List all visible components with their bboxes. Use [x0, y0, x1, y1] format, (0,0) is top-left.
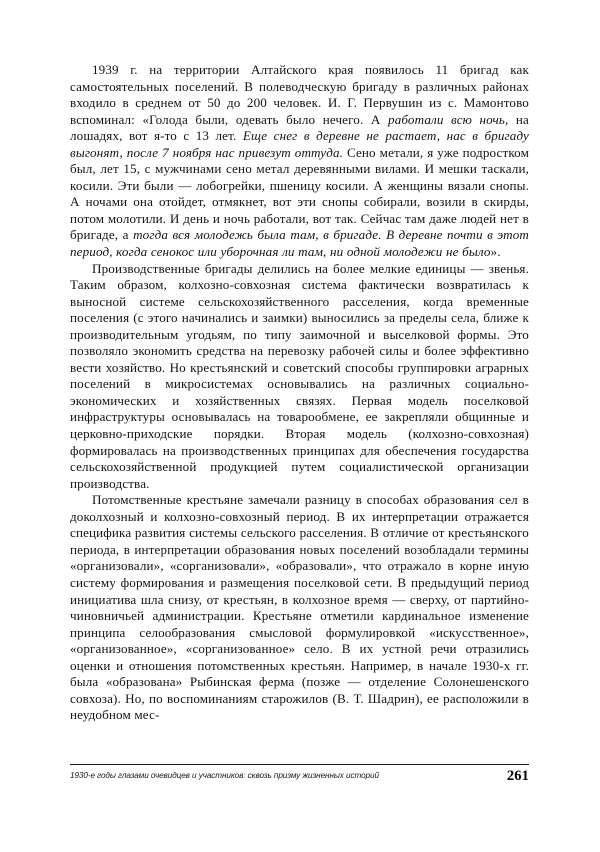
text-run: 1939 г. на территории Алтайского края появилось 11 бригад как самостоятельных поселений. В полеводческую бригаду в различных районах входило в среднем от 50 до 200 человек. И. Г. Первушин из с. Мамонтово вспоминал: «Голода были, одевать было нечего. А [70, 62, 529, 127]
page-number: 261 [506, 768, 529, 784]
page-text-block [70, 62, 529, 724]
text-run: на лошадях, вот я-то с 13 лет. [70, 111, 529, 144]
running-title: 1930-е годы глазами очевидцев и участников: сквозь призму жизненных историй [70, 770, 379, 780]
italic-quote-run: работали всю ночь, [388, 111, 509, 127]
text-run: Производственные бригады делились на более мелкие единицы — звенья. Таким образом, колхозно-совхозная система фактически возвратилась к выносной системе сельскохозяйственного расселения, когда временные поселения (с этого начинались и заимки) выносились за пределы села, ближе к производительным угодьям, по типу заимочной и выселковой формы. Это позволяло экономить средства на перевозку рабочей силы и более эффективно вести хозяйство. Но крестьянский и советский способы группировки аграрных поселений в микросистемах основывались на различных социально-экономических и хозяйственных связях. Первая модель поселковой инфраструктуры основывалась на товарообмене, ее закрепляли общинные и церковно-приходские порядки. Вторая модель (колхозно-совхозная) формировалась на производственных принципах для обеспечения государства сельскохозяйственной продукцией путем социалистической организации производства. [70, 260, 529, 491]
footer-divider [70, 764, 529, 765]
italic-quote-run: Еще снег в деревне не растает, нас в бригаду выгонят, после 7 ноября нас привезут оттуда. [70, 128, 529, 160]
body-paragraph [70, 492, 529, 724]
italic-quote-run: тогда вся молодежь была там, в бригаде. В деревне почти в этот период, когда сенокос или уборочная ли там, ни одной молодежи не было [70, 227, 529, 260]
body-paragraph [70, 261, 529, 493]
text-run: Потомственные крестьяне замечали разницу в способах образования сел в доколхозный и колхозно-совхозный период. В их интерпретации отражается специфика развития системы сельского расселения. В отличие от крестьянского периода, в интерпретации образования новых поселений возобладали термины «организовали», «сорганизовали», «образовали», что отражало в корне иную систему формирования и размещения поселковой сети. В предыдущий период инициатива шла снизу, от крестьян, в колхозное время — сверху, от партийно-чиновничьей администрации. Крестьяне отметили кардинальное изменение принципа селообразования смысловой формулировкой «искусственное», «организованное», «сорганизованное» село. В их устной речи отразились оценки и отношения потомственных крестьян. Например, в начале 1930-х гг. была «образована» Рыбинская ферма (позже — отделение Солонешенского совхоза). Но, по воспоминаниям старожилов (В. Т. Шадрин), ее расположили в неудобном мес- [70, 492, 529, 723]
text-run: Сено метали, я уже подростком был, лет 15, с мужчинами сено метал деревянными вилами. И мешки таскали, косили. Эти были — лобогрейки, пшеницу косили. А женщины вязали снопы. А ночами она отойдет, отмякнет, вот эти снопы собирали, возили в скирды, потом молотили. И день и ночь работали, вот так. Сейчас там даже людей нет в бригаде, а [70, 144, 530, 243]
body-paragraph [70, 62, 529, 261]
text-run: ». [490, 244, 501, 260]
page-footer [70, 764, 529, 790]
footer-row [70, 767, 529, 784]
